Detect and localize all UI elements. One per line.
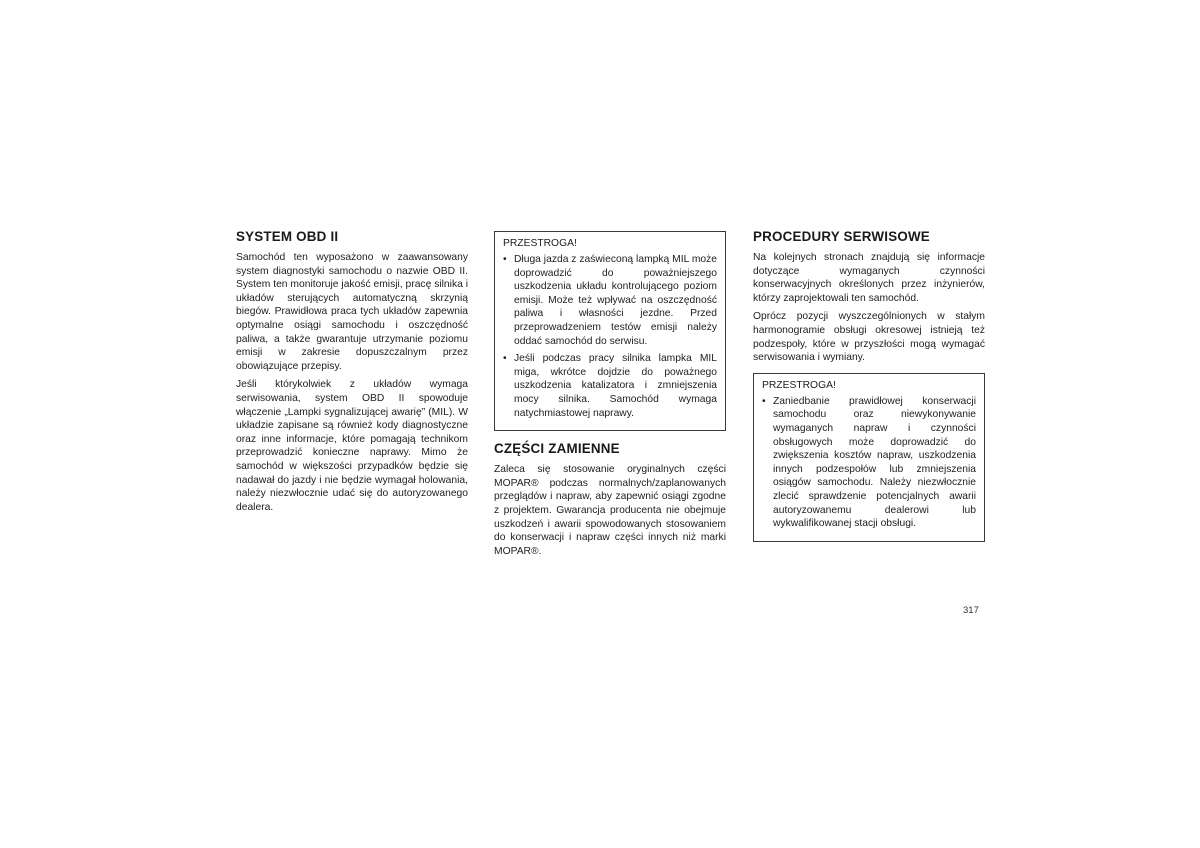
right-column [753, 229, 985, 542]
bullet-icon: • [762, 395, 766, 407]
warning-item [503, 352, 717, 420]
section-heading-service: PROCEDURY SERWISOWE [753, 229, 930, 244]
middle-column [494, 231, 726, 563]
warning-box [494, 231, 726, 431]
bullet-icon: • [503, 254, 507, 265]
warning-list [762, 395, 976, 531]
warning-item-text: Jeśli podczas pracy silnika lampka MIL miga, wkrótce dojdzie do poważnego uszkodzenia katalizatora i zmniejszenia mocy silnika. Samochód wymaga natychmiastowej naprawy. [514, 353, 717, 419]
warning-list [503, 253, 717, 420]
warning-item [762, 395, 976, 531]
warning-title: PRZESTROGA! [503, 238, 577, 249]
warning-title: PRZESTROGA! [762, 379, 836, 391]
page-number: 317 [963, 605, 979, 616]
warning-item-text: Długa jazda z zaświeconą lampką MIL może doprowadzić do poważniejszego uszkodzenia układu kontrolującego poziom emisji. Może też wpływać na oszczędność paliwa i własności jezdne. Przed przeprowadzeniem testów emisji należy oddać samochód do serwisu. [514, 254, 717, 347]
section-heading-parts: CZĘŚCI ZAMIENNE [494, 441, 620, 457]
section-heading-obd: SYSTEM OBD II [236, 229, 339, 244]
warning-item [503, 253, 717, 348]
warning-box [753, 373, 985, 542]
paragraph: Zaleca się stosowanie oryginalnych części MOPAR® podczas normalnych/zaplanowanych przeglądów i napraw, aby zapewnić osiągi zgodne z projektem. Gwarancja producenta nie obejmuje uszkodzeń i awarii spowodowanych stosowaniem do konserwacji i napraw części innych niż marki MOPAR®. [494, 464, 726, 557]
bullet-icon: • [503, 353, 507, 365]
paragraph: Jeśli którykolwiek z układów wymaga serwisowania, system OBD II spowoduje włączenie „Lampki sygnalizującej awarię” (MIL). W układzie zapisane są również kody diagnostyczne oraz inne informacje, które pomagają technikom przeprowadzić konieczne naprawy. Mimo że samochód w większości przypadków będzie się nadawał do jazdy i nie będzie wymagał holowania, należy niezwłocznie udać się do autoryzowanego dealera. [236, 379, 468, 513]
paragraph: Oprócz pozycji wyszczególnionych w stałym harmonogramie obsługi okresowej istnieją też podzespoły, które w przyszłości mogą wymagać serwisowania i wymiany. [753, 311, 985, 364]
paragraph: Na kolejnych stronach znajdują się informacje dotyczące wymaganych czynności konserwacyjnych określonych przez inżynierów, którzy zaprojektowali ten samochód. [753, 252, 985, 304]
paragraph: Samochód ten wyposażono w zaawansowany system diagnostyki samochodu o nazwie OBD II. System ten monitoruje jakość emisji, pracę silnika i układów sterujących automatyczną skrzynią biegów. Prawidłowa praca tych układów zapewnia optymalne osiągi samochodu i oszczędność paliwa, a także gwarantuje utrzymanie poziomu emisji w zakresie dopuszczalnym przez obowiązujące przepisy. [236, 252, 468, 372]
warning-item-text: Zaniedbanie prawidłowej konserwacji samochodu oraz niewykonywanie wymaganych napraw i czynności obsługowych może doprowadzić do zwiększenia kosztów napraw, uszkodzenia innych podzespołów lub zmniejszenia osiągów samochodu. Należy niezwłocznie zlecić sprawdzenie potencjalnych awarii autoryzowanemu dealerowi lub wykwalifikowanej stacji obsługi. [773, 395, 976, 530]
left-column [236, 229, 468, 519]
